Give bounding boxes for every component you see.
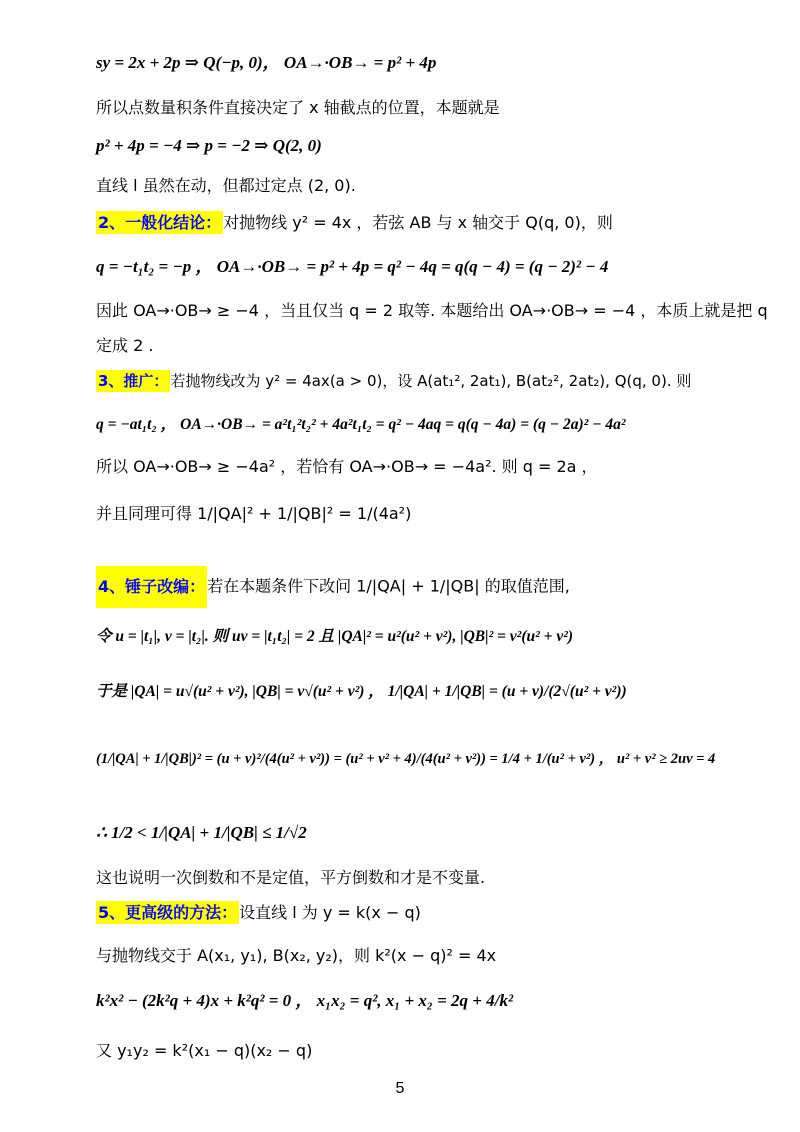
text-line: 与抛物线交于 A(x₁, y₁), B(x₂, y₂)，则 k²(x − q)² = 4x [96, 946, 497, 965]
line-3 [96, 135, 322, 157]
text-line: 因此 OA→·OB→ ≥ −4 ，当且仅当 q = 2 取等. 本题给出 OA→·OB→ = −4 ，本质上就是把 q [96, 301, 768, 320]
math-line: p² + 4p = −4 ⇒ p = −2 ⇒ Q(2, 0) [96, 136, 322, 155]
section-5 [96, 902, 421, 924]
text-line: 设直线 l 为 y = k(x − q) [239, 903, 421, 922]
line-12 [96, 503, 411, 525]
line-8 [96, 335, 153, 357]
line-20 [96, 945, 496, 967]
line-4 [96, 175, 356, 197]
line-11 [96, 456, 598, 478]
text-line: 定成 2 . [96, 336, 154, 355]
section-heading: 3、推广： [98, 372, 169, 390]
line-17 [96, 822, 307, 844]
text-line: 直线 l 虽然在动，但都过定点 (2, 0). [96, 176, 356, 195]
math-line: sy = 2x + 2p ⇒ Q(−p, 0)， OA→·OB→ = p² + 4p [96, 53, 437, 72]
math-line: q = −at₁t₂ ， OA→·OB→ = a²t₁²t₂² + 4a²t₁t₂ = q² − 4aq = q(q − 4a) = (q − 2a)² − 4a² [96, 416, 626, 433]
line-16 [96, 748, 715, 770]
math-line: k²x² − (2k²q + 4)x + k²q² = 0 ， x₁x₂ = q², x₁ + x₂ = 2q + 4/k² [96, 991, 514, 1010]
line-18 [96, 867, 485, 889]
text-line: 对抛物线 y² = 4x ，若弦 AB 与 x 轴交于 Q(q, 0)，则 [223, 213, 613, 232]
line-7 [96, 300, 768, 322]
line-6 [96, 256, 608, 278]
math-line: (1/|QA| + 1/|QB|)² = (u + v)²/(4(u² + v²)) = (u² + v² + 4)/(4(u² + v²)) = 1/4 + 1/(u² + v²) ， u² + v² ≥ 2uv = 4 [96, 751, 716, 767]
text-line: 这也说明一次倒数和不是定值，平方倒数和才是不变量. [96, 868, 486, 887]
section-heading: 5、更高级的方法： [98, 903, 238, 922]
line-2 [96, 97, 500, 119]
math-line: q = −t₁t₂ = −p ， OA→·OB→ = p² + 4p = q² − 4q = q(q − 4) = (q − 2)² − 4 [96, 257, 609, 276]
math-line: 于是 |QA| = u√(u² + v²), |QB| = v√(u² + v²) ， 1/|QA| + 1/|QB| = (u + v)/(2√(u² + v²)) [96, 683, 627, 700]
line-10 [96, 413, 626, 436]
text-line: 并且同理可得 1/|QA|² + 1/|QB|² = 1/(4a²) [96, 504, 412, 523]
line-1 [96, 52, 436, 74]
text-line: 所以点数量积条件直接决定了 x 轴截点的位置，本题就是 [96, 98, 500, 117]
section-3 [96, 370, 691, 392]
line-15 [96, 680, 627, 703]
text-line: 所以 OA→·OB→ ≥ −4a² ，若恰有 OA→·OB→ = −4a². 则 q = 2a ， [96, 457, 598, 476]
page-number: 5 [395, 1080, 405, 1097]
text-line: 若抛物线改为 y² = 4ax(a > 0)，设 A(at₁², 2at₁), B(at₂², 2at₂), Q(q, 0). 则 [170, 372, 692, 390]
section-2 [96, 212, 613, 234]
line-14 [96, 625, 573, 648]
section-heading: 2、一般化结论： [98, 213, 222, 232]
line-21 [96, 990, 513, 1012]
section-4 [96, 566, 570, 608]
section-heading: 4、锤子改编： [96, 566, 207, 608]
line-22 [96, 1040, 312, 1062]
text-line: 又 y₁y₂ = k²(x₁ − q)(x₂ − q) [96, 1041, 313, 1060]
math-line: 令 u = |t₁|, v = |t₂|. 则 uv = |t₁t₂| = 2 且 |QA|² = u²(u² + v²), |QB|² = v²(u² + v²) [96, 628, 574, 645]
text-line: 若在本题条件下改问 1/|QA| + 1/|QB| 的取值范围, [207, 576, 570, 596]
math-line: ∴ 1/2 < 1/|QA| + 1/|QB| ≤ 1/√2 [96, 823, 307, 842]
